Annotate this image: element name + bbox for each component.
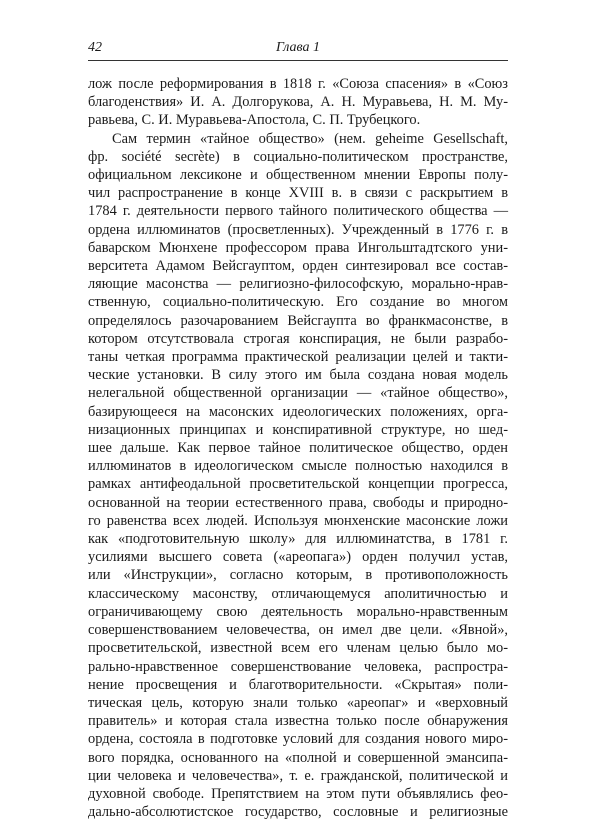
text-line: ляющие масонства — религиозно-философскую, морально-нрав- <box>88 276 508 293</box>
page-number: 42 <box>88 40 102 55</box>
text-line: низационных принципах и конспиративной структуре, но шед- <box>88 421 508 438</box>
text-line: лож после реформирования в 1818 г. «Союза спасения» в «Союз <box>88 76 508 92</box>
text-line: таны четкая программа практической реализации целей и такти- <box>88 349 508 366</box>
text-line: вого порядка, основанного на «полной и совершенной эмансипа- <box>88 749 508 766</box>
text-line: дально-абсолютистское государство, сословные и религиозные <box>88 804 508 821</box>
text-line: рально-нравственное совершенствование человека, распростра- <box>88 658 508 675</box>
text-line: котором отсутствовала строгая конспирация, не были разрабо- <box>88 330 508 347</box>
text-line: ограничивающему свою деятельность морально-нравственным <box>88 603 508 620</box>
text-line: баварском Мюнхене профессором права Ингольштадтского уни- <box>88 239 508 256</box>
text-line: ции человека и человечества», т. е. гражданской, политической и <box>88 767 508 784</box>
text-line: нелегальной общественной организации — «тайное общество», <box>88 385 508 402</box>
text-line: иллюминатов в идеологическом смысле полностью находился в <box>88 458 508 475</box>
text-line: или «Инструкции», согласно которым, в противоположность <box>88 567 508 584</box>
text-line: официальном лексиконе и общественном мнении Европы полу- <box>88 167 508 184</box>
text-line: духовной свободе. Препятствием на этом пути объявлялись феo- <box>88 785 508 802</box>
text-line: благоденствия» И. А. Долгорукова, А. Н. Муравьева, Н. М. Му- <box>88 94 508 111</box>
text-line: Сам термин «тайное общество» (нем. geheime Gesellschaft, <box>112 130 508 147</box>
text-line: го равенства всех людей. Используя мюнхенские масонские ложи <box>88 512 508 529</box>
text-line: равьева, С. И. Муравьева-Апостола, С. П. Трубецкого. <box>88 112 421 129</box>
text-line: определялось разочарованием Вейсгаупта во франкмасонстве, в <box>88 312 508 329</box>
text-line: просветительской, известной всем его членам целью было мо- <box>88 640 508 657</box>
text-line: как «подготовительную школу» для иллюминатства, в 1781 г. <box>88 531 508 548</box>
text-line: усилиями высшего совета («ареопага») орден получил устав, <box>88 549 508 566</box>
text-line: нение просвещения и благотворительности. «Скрытая» поли- <box>88 676 508 693</box>
text-line: базирующееся на масонских идеологических положениях, орга- <box>88 403 508 420</box>
text-line: ордена, состояла в подготовке условий для создания нового миро- <box>88 731 508 748</box>
running-head <box>88 40 508 61</box>
text-line: тическая цель, которую знали только «ареопаг» и «верховный <box>88 694 508 711</box>
text-line: 1784 г. деятельности первого тайного политического общества — <box>88 203 508 220</box>
text-line: рамках антифеодальной просветительской концепции прогресса, <box>88 476 508 493</box>
text-line: ческие установки. В силу этого им была создана новая модель <box>88 367 508 384</box>
text-line: правитель» и которая стала известна только после обнаружения <box>88 713 508 730</box>
book-page <box>88 40 508 821</box>
text-line: фр. société secrète) в социально-политическом пространстве, <box>88 148 508 165</box>
paragraph-1 <box>88 75 508 130</box>
text-line: ственную, социально-политическую. Его создание во многом <box>88 294 508 311</box>
text-line: совершенствованием человечества, он имел две цели. «Явной», <box>88 622 508 639</box>
text-line: ордена иллюминатов (просветленных). Учрежденный в 1776 г. в <box>88 221 508 238</box>
text-line: чил распространение в конце XVIII в. в связи с раскрытием в <box>88 185 508 202</box>
text-line: шее дальше. Как первое тайное политическое общество, орден <box>88 440 508 457</box>
text-line: основанной на теории естественного права, свободы и природно- <box>88 494 508 511</box>
text-line: классическому масонству, отличающемуся аполитичностью и <box>88 585 508 602</box>
chapter-title: Глава 1 <box>276 40 320 55</box>
paragraph-2 <box>88 130 508 821</box>
body-text <box>88 75 508 821</box>
text-line: верситета Адамом Вейсгауптом, орден синтезировал все состав- <box>88 258 508 275</box>
